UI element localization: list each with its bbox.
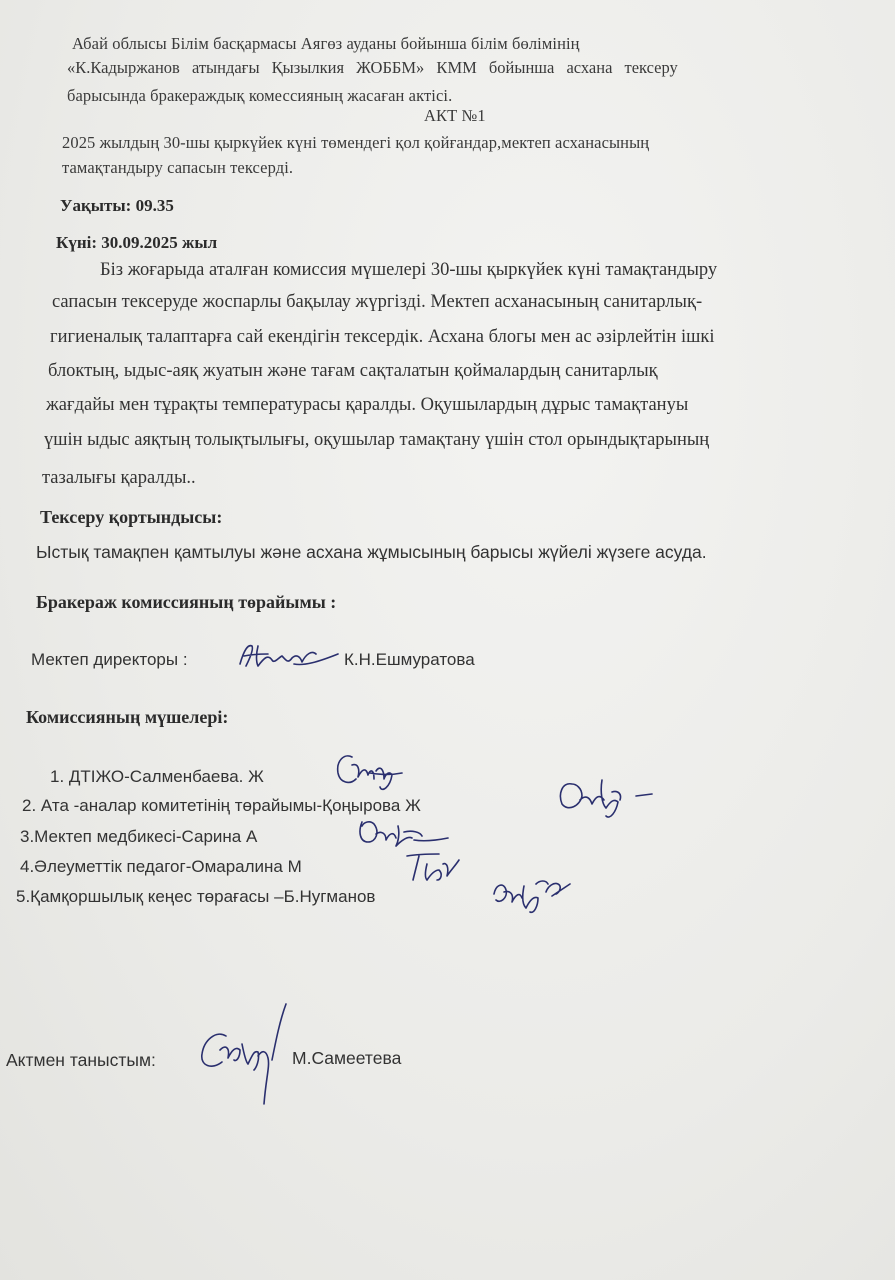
member-4-signature bbox=[403, 846, 463, 886]
member-1-signature bbox=[330, 745, 410, 795]
director-label: Мектеп директоры : bbox=[31, 650, 188, 669]
date-line: Күні: 30.09.2025 жыл bbox=[56, 233, 218, 252]
chair-heading: Бракераж комиссияның төрайымы : bbox=[36, 592, 337, 612]
header-line-3: барысында бракераждық комессияның жасаған актісі. bbox=[67, 86, 453, 105]
acknowledged-signature bbox=[196, 1000, 306, 1110]
member-item-4: 4.Әлеуметтік педагог-Омаралина М bbox=[20, 857, 302, 876]
conclusion-text: Ыстық тамақпен қамтылуы және асхана жұмысының барысы жүйелі жүзеге асуда. bbox=[36, 542, 707, 562]
member-item-1: 1. ДТІЖО-Салменбаева. Ж bbox=[50, 767, 264, 786]
member-item-5: 5.Қамқоршылық кеңес төрағасы –Б.Нугманов bbox=[16, 887, 376, 906]
body-line-5: жағдайы мен тұрақты температурасы қаралды. Оқушылардың дұрыс тамақтануы bbox=[46, 395, 689, 415]
body-line-7: тазалығы қаралды.. bbox=[42, 468, 196, 488]
body-line-6: үшін ыдыс аяқтың толықтылығы, оқушылар тамақтану үшін стол орындықтарының bbox=[44, 430, 710, 450]
member-item-2: 2. Ата -аналар комитетінің төрайымы-Қоңырова Ж bbox=[22, 796, 421, 815]
time-line: Уақыты: 09.35 bbox=[60, 196, 174, 215]
member-item-3: 3.Мектеп медбикесі-Сарина А bbox=[20, 827, 258, 846]
body-line-1: Біз жоғарыда аталған комиссия мүшелері 30-шы қыркүйек күні тамақтандыру bbox=[100, 260, 718, 280]
members-heading: Комиссияның мүшелері: bbox=[26, 707, 229, 727]
body-line-4: блоктың, ыдыс-аяқ жуатын және тағам сақталатын қоймалардың санитарлық bbox=[48, 361, 658, 381]
header-line-1: Абай облысы Білім басқармасы Аягөз ауданы бойынша білім бөлімінің bbox=[72, 34, 580, 53]
header-line-2: «К.Кадыржанов атындағы Қызылкия ЖОББМ» КММ бойынша асхана тексеру bbox=[67, 58, 678, 77]
acknowledged-name: М.Самеетева bbox=[292, 1048, 402, 1068]
body-line-3: гигиеналық талаптарға сай екендігін тексердік. Асхана блогы мен ас әзірлейтін ішкі bbox=[50, 327, 715, 347]
conclusion-heading: Тексеру қортындысы: bbox=[40, 507, 223, 527]
intro-line-1: 2025 жылдың 30-шы қыркүйек күні төмендегі қол қойғандар,мектеп асханасының bbox=[62, 133, 650, 152]
director-signature bbox=[234, 636, 344, 676]
body-line-2: сапасын тексеруде жоспарлы бақылау жүргізді. Мектеп асханасының санитарлық- bbox=[52, 292, 703, 312]
acknowledged-label: Актмен таныстым: bbox=[6, 1050, 156, 1070]
act-title: АКТ №1 bbox=[424, 106, 486, 125]
member-2-signature bbox=[552, 772, 662, 822]
intro-line-2: тамақтандыру сапасын тексерді. bbox=[62, 158, 294, 177]
director-name: К.Н.Ешмуратова bbox=[344, 650, 475, 669]
member-5-signature bbox=[486, 870, 576, 920]
